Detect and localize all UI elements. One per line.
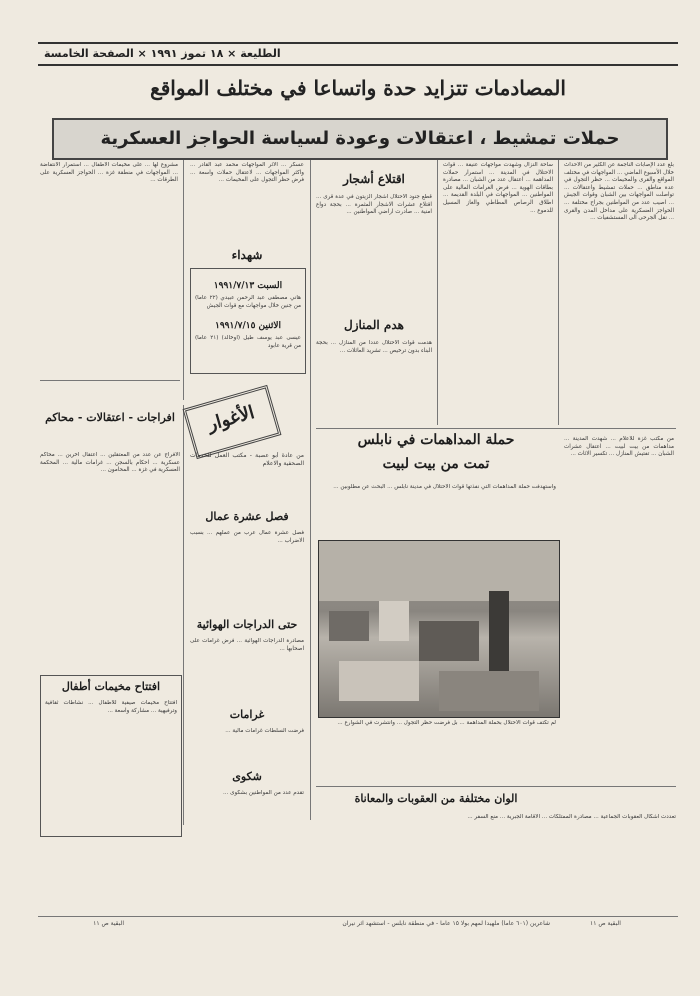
houses-text	[316, 340, 432, 424]
children-camps-box	[40, 675, 182, 837]
article-text-block: عسكر ... الاثر المواجهات محمد عبد القادر ... واكثر المواجهات ... لاعتقال حملات واسعة ... فرض حظر التجول على المخيمات ...	[190, 162, 304, 184]
article-text-block: بلغ عدد الإصابات الناجمة عن الكثير من الأحداث خلال الأسبوع الماضي ... المواجهات في مختلف المواقع والقرى والمخيمات ... حظر التجول في عدة مناطق ... حملات تمشيط واعتقالات ... تواصلت المواجهات بين الشبان وقوات الجيش ... اصيب عدد من المواطنين بجراح مختلفة ... الحواجز العسكرية على مداخل المدن والقرى ... نقل الجرحى الى المستشفيات ...	[564, 162, 674, 222]
section-title-martyrs: شهداء	[231, 248, 263, 262]
complaint-text	[190, 790, 304, 830]
subheadline-banner: حملات تمشيط ، اعتقالات وعودة لسياسة الحواجز العسكرية	[52, 118, 668, 160]
article-text-block: تعددت اشكال العقوبات الجماعية ... مصادرة الممتلكات ... الاقامة الجبرية ... منع السفر ...	[467, 814, 676, 820]
martyr-entry-1: هاني مصطفى عبد الرحمن عبيدي (٢٢ عاما) من جنين خلال مواجهات مع قوات الجيش	[195, 295, 301, 309]
dismissal-text	[190, 530, 304, 610]
footer-rule	[38, 916, 678, 917]
section-title-releases: افراجات - اعتقالات - محاكم	[45, 411, 175, 424]
main-headline: المصادمات تتزايد حدة واتساعا في مختلف المواقع	[150, 76, 566, 100]
section-title-punishments: الوان مختلفة من العقوبات والمعاناة	[354, 792, 518, 805]
article-text-block: فرضت السلطات غرامات مالية ...	[225, 728, 304, 734]
source-note: من عادة أبو عصبة - مكتب العمل للخدمات الصحفية والاعلام	[190, 452, 304, 467]
martyr-date-1: السبت ١٩٩١/٧/١٣	[213, 281, 283, 291]
article-text-block: لم تكتف قوات الاحتلال بحملة المداهمة ... بل فرضت حظر التجول ... وانتشرت في الشوارع ...	[337, 720, 556, 726]
article-text-block: تقدم عدد من المواطنين بشكوى ...	[223, 790, 304, 796]
article-text-block: فصل عشرة عمال عرب من عملهم ... بسبب الاضراب ...	[190, 530, 304, 544]
horizontal-rule	[40, 380, 180, 381]
continued-left: البقية ص ١١	[93, 920, 124, 927]
nablus-right-text	[564, 436, 674, 716]
nablus-title: حملة المداهمات في نابلس	[357, 432, 515, 448]
horizontal-rule	[316, 428, 676, 429]
page-folio: الطليعة × ١٨ تموز ١٩٩١ × الصفحة الخامسة	[38, 42, 678, 66]
trees-text	[316, 194, 432, 304]
al-aghwar-stamp: الأغوار	[183, 385, 282, 459]
nablus-bottom-text	[316, 720, 556, 780]
martyr-entry-2: عيسى عبد يوسف طيل (أوخالد) (٢١ عاما) من قرية عابود	[195, 335, 301, 349]
section-title-bicycles: حتى الدراجات الهوائية	[196, 618, 298, 631]
camps-text	[45, 700, 177, 830]
section-title-complaint: شكوى	[232, 770, 262, 783]
city-photo-illustration	[319, 541, 559, 717]
article-text-block: الافراج عن عدد من المعتقلين ... اعتقال آخرين ... محاكم عسكرية ... احكام بالسجن ... غرامات مالية ... المحكمة العسكرية في غزة ... المحامون ...	[40, 452, 180, 474]
column-rule	[183, 405, 184, 825]
martyr-date-2: الاثنين ١٩٩١/٧/١٥	[215, 321, 281, 331]
bicycles-text	[190, 638, 304, 708]
section-title-fines: غرامات	[229, 708, 265, 721]
column-left-top-text	[40, 162, 178, 362]
column-rule	[310, 160, 311, 820]
continued-right: البقية ص ١١	[590, 920, 621, 927]
article-text-block: واستهدفت حملة المداهمات التي نفذتها قوات الاحتلال في مدينة نابلس ... البحث عن مطلوبين ...	[333, 484, 556, 490]
column-2-text	[443, 162, 553, 424]
article-text-block: افتتاح مخيمات صيفية للاطفال ... نشاطات ثقافية وترفيهية ... مشاركة واسعة ...	[45, 700, 177, 714]
section-title-camps: افتتاح مخيمات أطفال	[61, 680, 161, 693]
article-text-block: هدمت قوات الاحتلال عددا من المنازل ... بحجة البناء بدون ترخيص ... تشريد العائلات ...	[316, 340, 432, 354]
section-title-dismissal: فصل عشرة عمال	[205, 510, 289, 523]
column-4-text	[190, 162, 304, 258]
martyrs-box	[190, 268, 306, 374]
section-title-houses: هدم المنازل	[344, 318, 404, 332]
article-text-block: ساحة النزال وشهدت مواجهات عنيفة ... قوات الاحتلال في المدينة ... استمرار حملات المداهمة ... اعتقال عدد من الشبان ... مصادرة بطاقات الهوية ... فرض الغرامات المالية على المواطنين ... المواجهات في البلدة القديمة ... اطلاق الرصاص المطاطي والغاز المسيل للدموع ...	[443, 162, 553, 214]
column-right-text	[564, 162, 674, 424]
nablus-photo	[318, 540, 560, 718]
section-title-trees: اقتلاع أشجار	[343, 172, 405, 186]
releases-text	[40, 452, 180, 672]
nablus-subtitle: تمت من بيت لبيت	[382, 456, 490, 472]
horizontal-rule	[316, 786, 676, 787]
nablus-intro-text	[316, 484, 556, 536]
article-text-block: مصادرة الدراجات الهوائية ... فرض غرامات على اصحابها ...	[190, 638, 304, 652]
footer-center-text: شاعرين (٦٠١ عاما) ملهيدا لمهم بولا ١٥ عاما - في منطقة نابلس - استشهد اثر نيران	[342, 920, 550, 927]
column-rule	[437, 160, 438, 425]
article-text-block: مشروع لها ... على مخيمات الاطفال ... استمرار الانتفاضة ... المواجهات في منطقة غزة ... الحواجز العسكرية على الطرقات ...	[40, 162, 178, 184]
article-text-block: من مكتب غزة للاعلام ... شهدت المدينة ... مداهمات من بيت لبيت ... اعتقال عشرات الشبان ... تفتيش المنازل ... تكسير الاثاث ...	[564, 436, 674, 458]
column-rule	[183, 160, 184, 400]
article-text-block: قطع جنود الاحتلال اشجار الزيتون في عدة قرى ... اقتلاع عشرات الاشجار المثمرة ... بحجة دواع امنية ... صادرت اراضي المواطنين ...	[316, 194, 432, 216]
punishments-text	[316, 814, 676, 858]
fines-text	[190, 728, 304, 768]
column-rule	[558, 160, 559, 425]
